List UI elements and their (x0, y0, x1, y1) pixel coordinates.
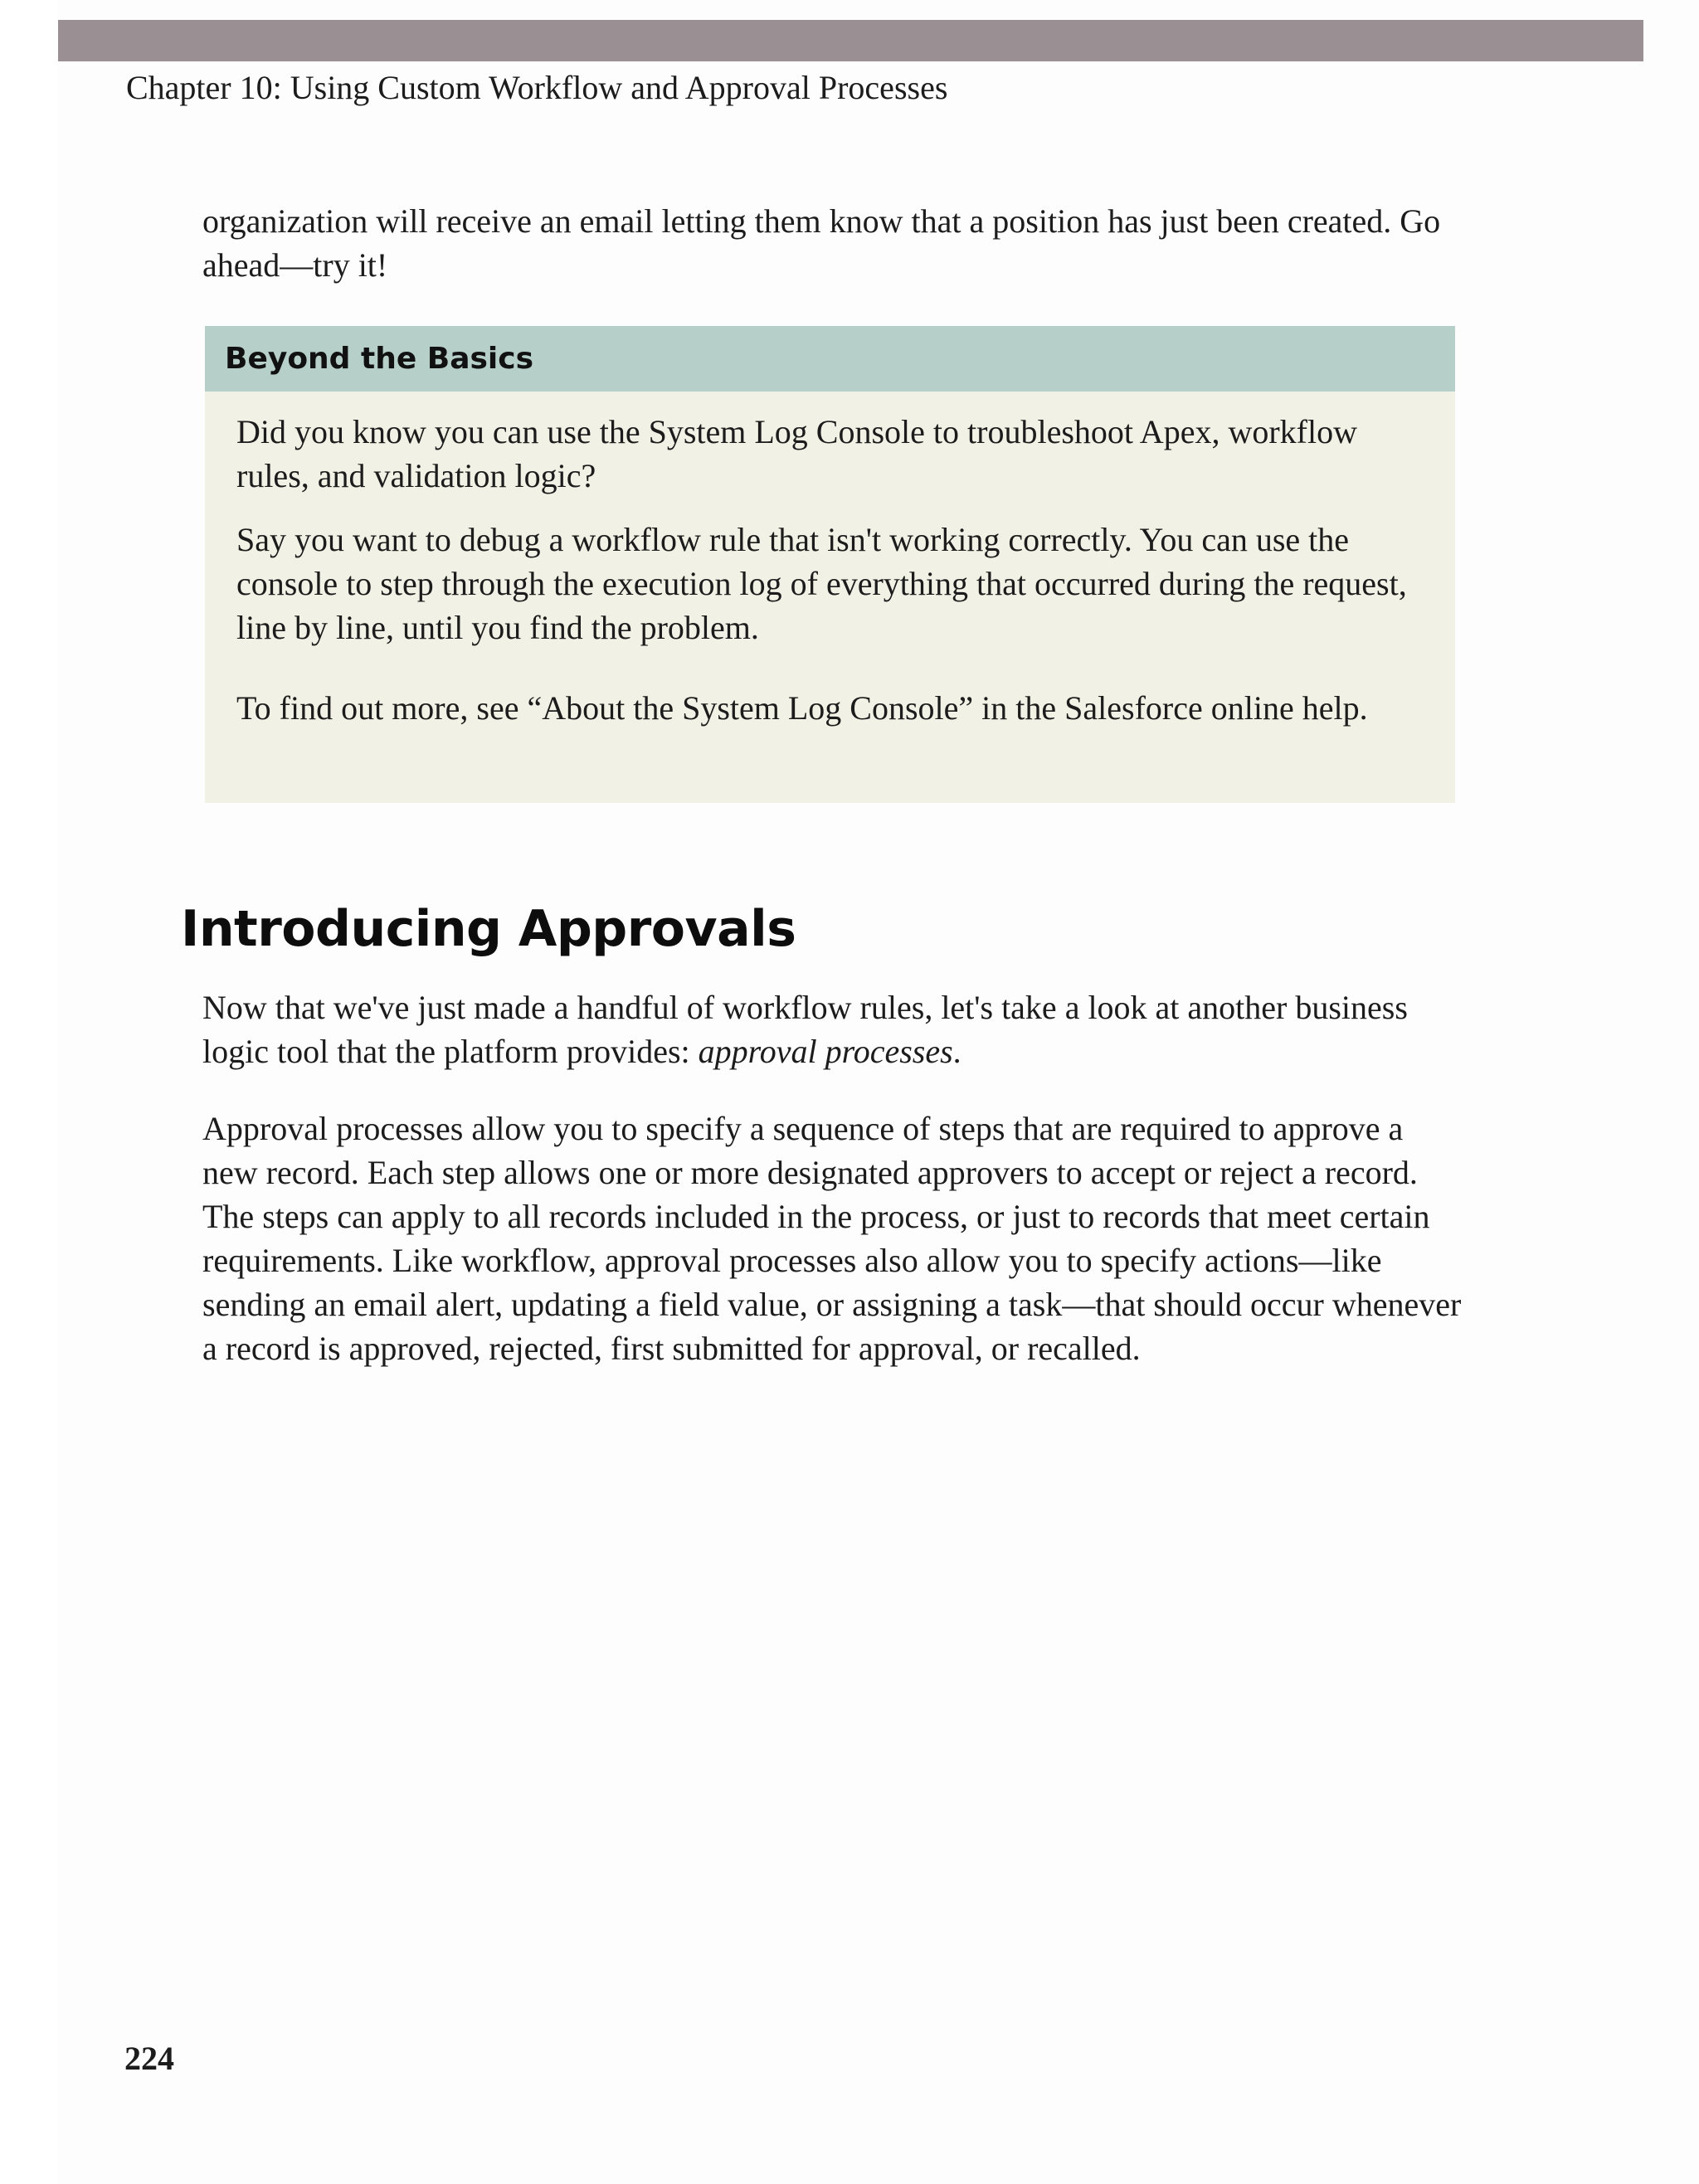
section-body (202, 985, 1463, 1403)
body-text-span: Now that we've just made a handful of workflow rules, let's take a look at another business logic tool that the platform provides: (202, 989, 1408, 1070)
sidebar-beyond-the-basics (205, 326, 1455, 803)
sidebar-paragraph: Say you want to debug a workflow rule that isn't working correctly. You can use the console to step through the execution log of everything that occurred during the request, line by line, until you find the problem. (236, 521, 1407, 646)
body-paragraph: Approval processes allow you to specify a sequence of steps that are required to approve a new record. Each step allows one or more designated approvers to accept or reject a record. The steps can apply to all records included in the process, or just to records that meet certain requirements. Like workflow, approval processes also allow you to specify actions—like sending an email alert, updating a field value, or assigning a task—that should occur whenever a record is approved, rejected, first submitted for approval, or recalled. (202, 1110, 1462, 1367)
sidebar-body (205, 392, 1455, 730)
lead-paragraph: organization will receive an email letting them know that a position has just been created. Go ahead—try it! (202, 202, 1441, 284)
sidebar-title: Beyond the Basics (225, 342, 534, 376)
body-paragraph (202, 985, 1463, 1073)
chapter-title: Chapter 10: Using Custom Workflow and Approval Processes (126, 69, 948, 106)
body-text-span: . (952, 1033, 961, 1070)
sidebar-header (205, 326, 1455, 392)
section-heading: Introducing Approvals (181, 900, 796, 958)
emphasis-text: approval processes (698, 1033, 953, 1070)
header-bar (58, 20, 1643, 61)
sidebar-paragraph: Did you know you can use the System Log Console to troubleshoot Apex, workflow rules, and validation logic? (236, 413, 1357, 494)
page-number: 224 (124, 2040, 174, 2077)
sidebar-paragraph: To find out more, see “About the System Log Console” in the Salesforce online help. (236, 689, 1368, 727)
